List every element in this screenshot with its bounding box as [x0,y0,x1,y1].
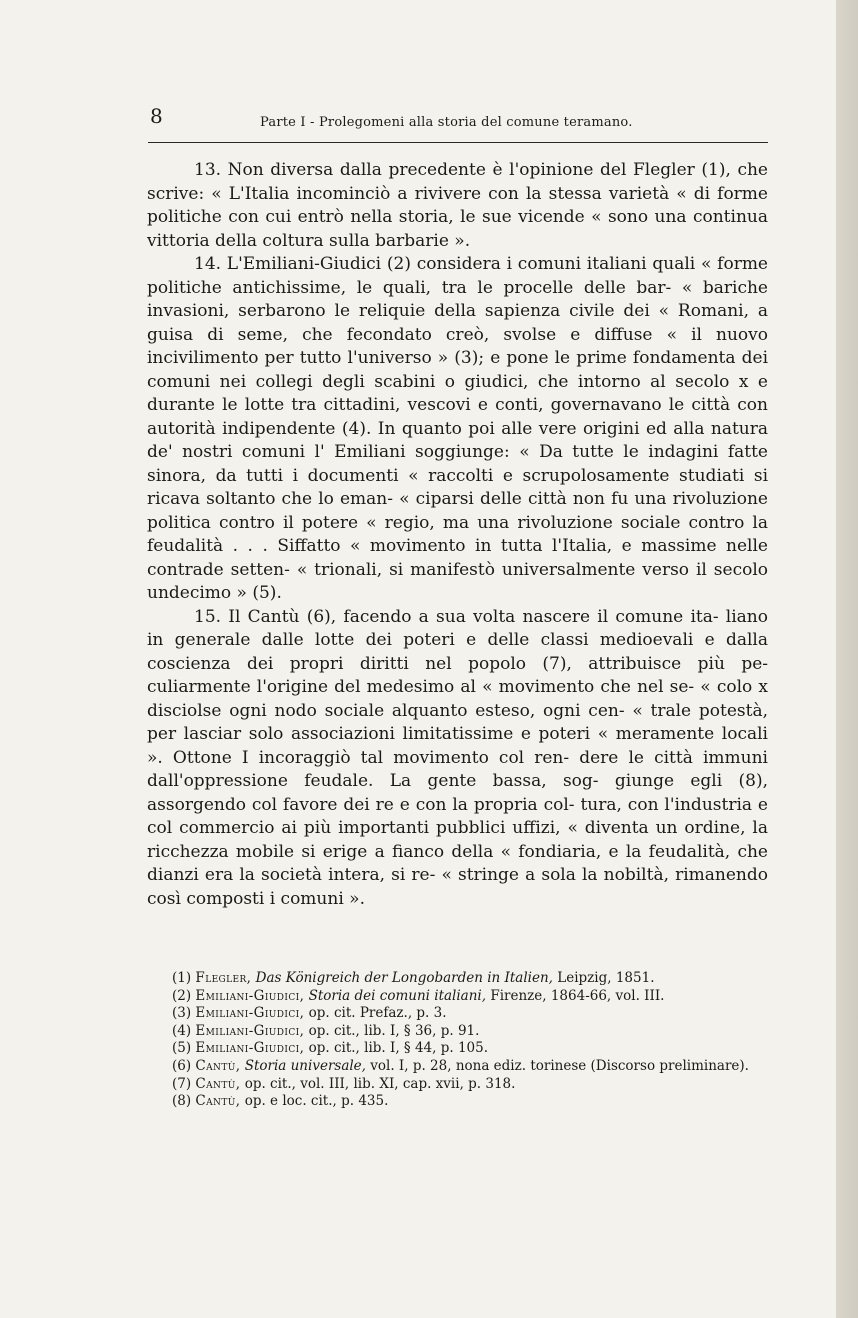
footnote-number: (5) [172,1040,192,1057]
paragraph-13: 13. Non diversa dalla precedente è l'opinione del Flegler (1), che scrive: « L'Italia incominciò a rivivere con la stessa varietà « di forme politiche con cui entrò nella storia, le sue vicende « sono una continua vittoria della coltura sulla barbarie ». [147,160,768,251]
footnote-1 [172,970,768,988]
page-header [148,104,768,144]
main-text [147,159,768,911]
footnote-number: (2) [172,987,192,1004]
footnote-3 [172,1005,768,1023]
footnote-4 [172,1023,768,1041]
footnote-2 [172,988,768,1006]
footnote-author: Cantù, [195,1057,241,1074]
footnote-5 [172,1040,768,1058]
page-number: 8 [150,104,163,128]
footnote-reference: op. cit. Prefaz., p. 3. [308,1005,447,1022]
paragraph-14: 14. L'Emiliani-Giudici (2) considera i comuni italiani quali « forme politiche antichissime, le quali, tra le procelle delle bar- « bariche invasioni, serbarono le reliquie della sapienza civile dei « Romani, a guisa di seme, che fecondato creò, svolse e diffuse « il nuovo incivilimento per tutto l'universo » (3); e pone le prime fondamenta dei comuni nei collegi degli scabini o giudici, che intorno al secolo x e durante le lotte tra cittadini, vescovi e conti, governavano le città con autorità indipendente (4). In quanto poi alle vere origini ed alla natura de' nostri comuni l' Emiliani soggiunge: « Da tutte le indagini fatte sinora, da tutti i documenti « raccolti e scrupolosamente studiati si ricava soltanto che lo eman- « ciparsi delle città non fu una rivoluzione politica contro il potere « regio, ma una rivoluzione sociale contro la feudalità . . . Siffatto « movimento in tutta l'Italia, e massime nelle contrade setten- « trionali, si manifestò universalmente verso il secolo undecimo » (5). [147,254,768,603]
footnote-7 [172,1076,768,1094]
footnote-reference: op. e loc. cit., p. 435. [244,1093,389,1110]
footnote-title: Das Königreich der Longobarden in Italien, [255,970,553,986]
footnote-6 [172,1058,768,1076]
footnote-reference: op. cit., lib. I, § 44, p. 105. [308,1040,488,1057]
footnotes [172,970,768,1111]
footnote-reference: vol. I, p. 28, nona ediz. torinese (Discorso preliminare). [370,1057,749,1074]
footnote-author: Emiliani-Giudici, [195,1005,305,1022]
footnote-reference: op. cit., lib. I, § 36, p. 91. [308,1022,480,1039]
footnote-author: Emiliani-Giudici, [195,1040,305,1057]
footnote-number: (6) [172,1057,192,1074]
facing-page-edge [836,0,858,1318]
footnote-number: (4) [172,1022,192,1039]
footnote-number: (7) [172,1075,192,1092]
footnote-author: Flegler, [195,970,252,986]
footnote-number: (3) [172,1005,192,1022]
footnote-number: (8) [172,1093,192,1110]
footnote-author: Emiliani-Giudici, [195,987,305,1004]
footnote-8 [172,1093,768,1111]
footnote-reference: Leipzig, 1851. [557,970,655,986]
footnote-title: Storia dei comuni italiani, [308,987,487,1004]
footnote-author: Cantù, [195,1093,241,1110]
footnote-author: Cantù, [195,1075,241,1092]
footnote-author: Emiliani-Giudici, [195,1022,305,1039]
footnote-reference: Firenze, 1864-66, vol. III. [490,987,665,1004]
footnote-reference: op. cit., vol. III, lib. XI, cap. xvii, p. 318. [244,1075,516,1092]
header-rule [148,142,768,143]
paragraph-15: 15. Il Cantù (6), facendo a sua volta nascere il comune ita- liano in generale dalle lotte dei poteri e delle classi medioevali e dalla coscienza dei propri diritti nel popolo (7), attribuisce più pe- culiarmente l'origine del medesimo al « movimento che nel se- « colo x disciolse ogni nodo sociale alquanto esteso, ogni cen- « trale potestà, per lasciar solo associazioni limitatissime e poteri « meramente locali ». Ottone I incoraggiò tal movimento col ren- dere le città immuni dall'oppressione feudale. La gente bassa, sog- giunge egli (8), assorgendo col favore dei re e con la propria col- tura, con l'industria e col commercio ai più importanti pubblici uffizi, « diventa un ordine, la ricchezza mobile si erige a fianco della « fondiaria, e la feudalità, che dianzi era la società intera, si re- « stringe a sola la nobiltà, rimanendo così composti i comuni ». [147,606,768,909]
footnote-title: Storia universale, [244,1057,366,1074]
footnote-number: (1) [172,970,192,986]
running-title: Parte I - Prolegomeni alla storia del comune teramano. [260,115,633,130]
